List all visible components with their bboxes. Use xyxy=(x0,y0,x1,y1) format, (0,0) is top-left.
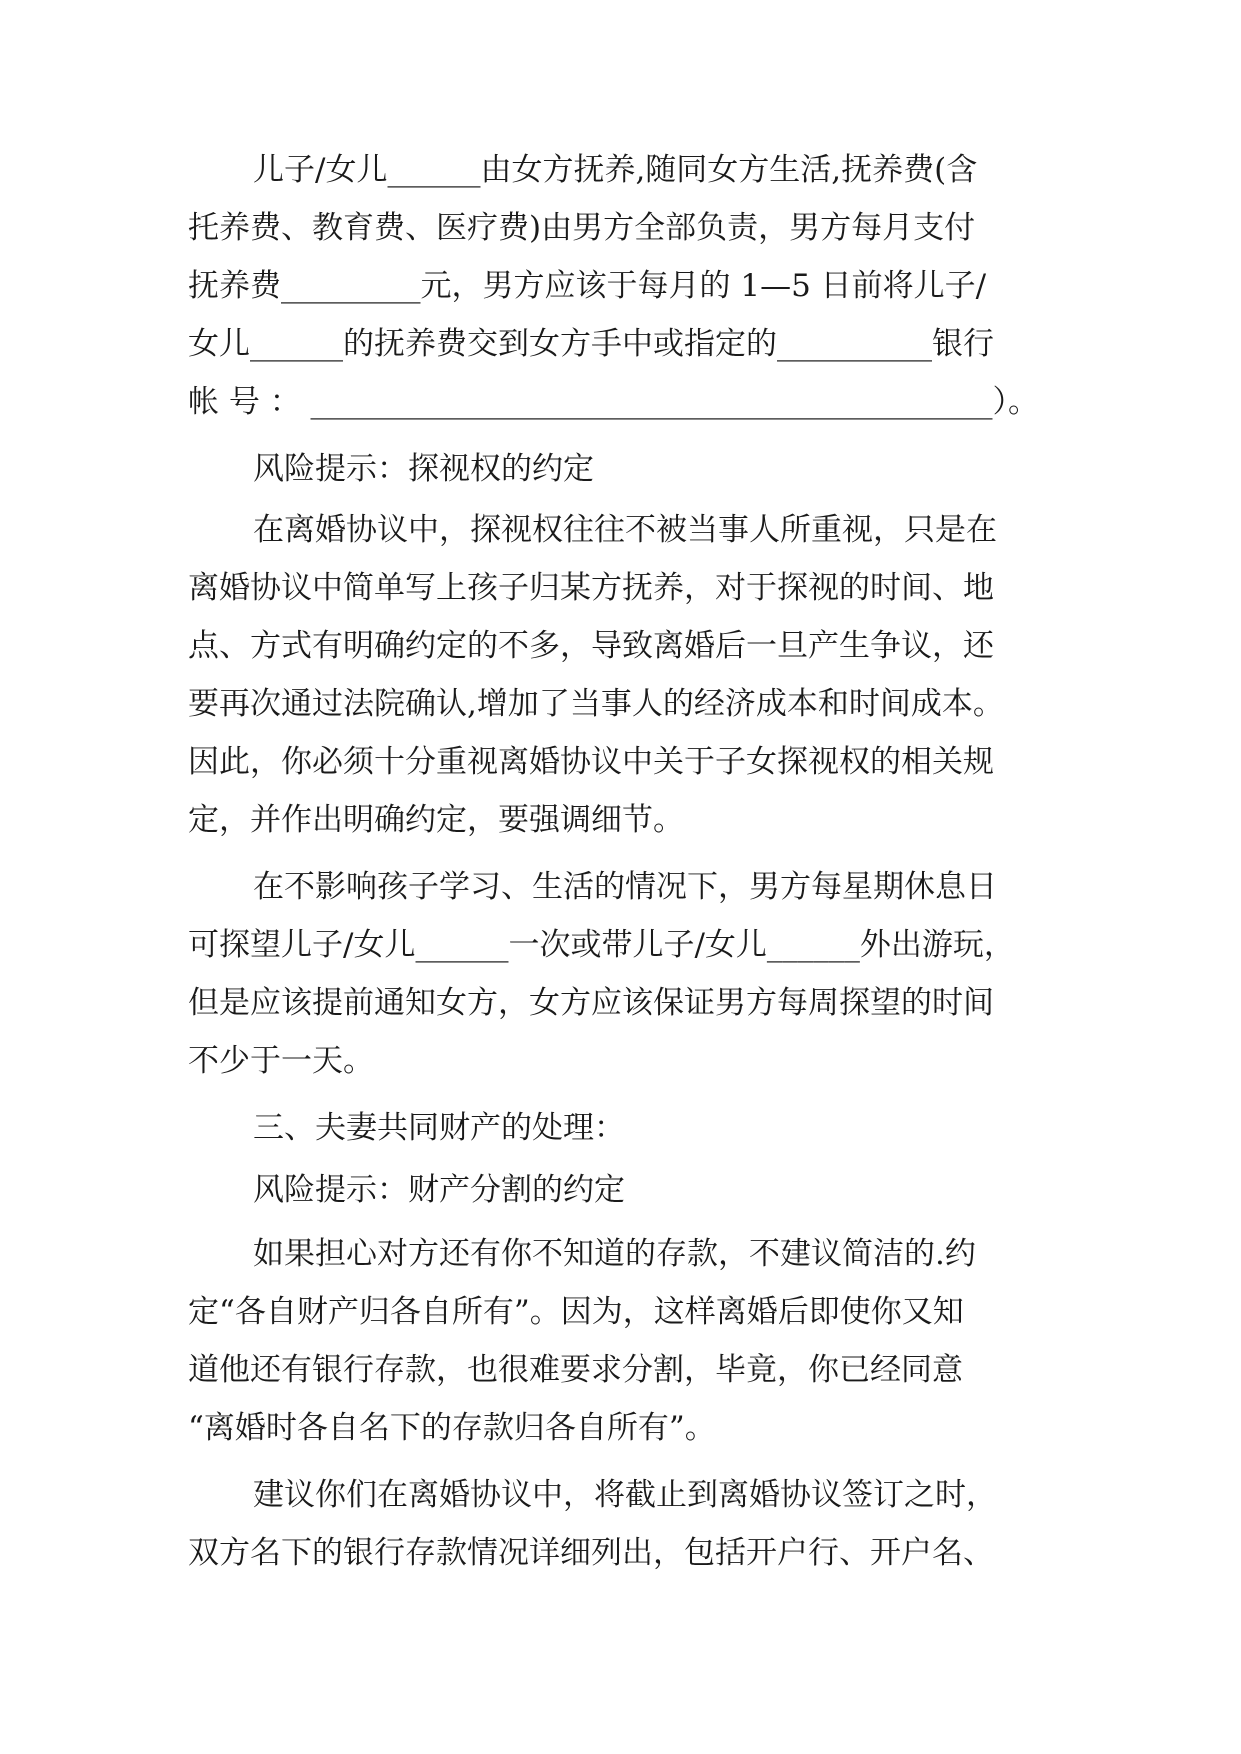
text-line: 儿子/女儿______由女方抚养,随同女方生活,抚养费(含 xyxy=(253,152,978,188)
text-line: 因此，你必须十分重视离婚协议中关于子女探视权的相关规 xyxy=(188,744,994,780)
text-line: 点、方式有明确约定的不多，导致离婚后一旦产生争议，还 xyxy=(188,628,994,664)
text-line: 双方名下的银行存款情况详细列出，包括开户行、开户名、 xyxy=(188,1535,994,1571)
text-line: 离婚协议中简单写上孩子归某方抚养，对于探视的时间、地 xyxy=(188,570,994,606)
section-heading: 三、夫妻共同财产的处理： xyxy=(253,1110,625,1146)
text-line: 道他还有银行存款，也很难要求分割，毕竟，你已经同意 xyxy=(188,1352,963,1388)
text-line: 托养费、教育费、医疗费)由男方全部负责，男方每月支付 xyxy=(188,210,976,246)
text-line: 帐 号 ： ____________________________________________）。 xyxy=(188,384,1040,420)
text-line: “离婚时各自名下的存款归各自所有”。 xyxy=(188,1410,716,1446)
text-line: 在不影响孩子学习、生活的情况下，男方每星期休息日 xyxy=(253,869,997,905)
text-line: 女儿______的抚养费交到女方手中或指定的__________银行 xyxy=(188,326,994,362)
text-line: 要再次通过法院确认,增加了当事人的经济成本和时间成本。 xyxy=(188,686,1004,722)
text-line: 定“各自财产归各自所有”。因为，这样离婚后即使你又知 xyxy=(188,1294,964,1330)
text-line: 在离婚协议中，探视权往往不被当事人所重视，只是在 xyxy=(253,512,997,548)
text-line: 如果担心对方还有你不知道的存款，不建议简洁的.约 xyxy=(253,1236,976,1272)
text-line: 可探望儿子/女儿______一次或带儿子/女儿______外出游玩， xyxy=(188,927,1015,963)
text-line: 抚养费_________元，男方应该于每月的 1—5 日前将儿子/ xyxy=(188,268,987,304)
text-line: 定，并作出明确约定，要强调细节。 xyxy=(188,802,684,838)
text-line: 不少于一天。 xyxy=(188,1043,374,1079)
text-line: 建议你们在离婚协议中，将截止到离婚协议签订之时， xyxy=(253,1477,997,1513)
section-heading: 风险提示：探视权的约定 xyxy=(253,451,594,487)
text-line: 但是应该提前通知女方，女方应该保证男方每周探望的时间 xyxy=(188,985,994,1021)
section-heading: 风险提示：财产分割的约定 xyxy=(253,1172,625,1208)
